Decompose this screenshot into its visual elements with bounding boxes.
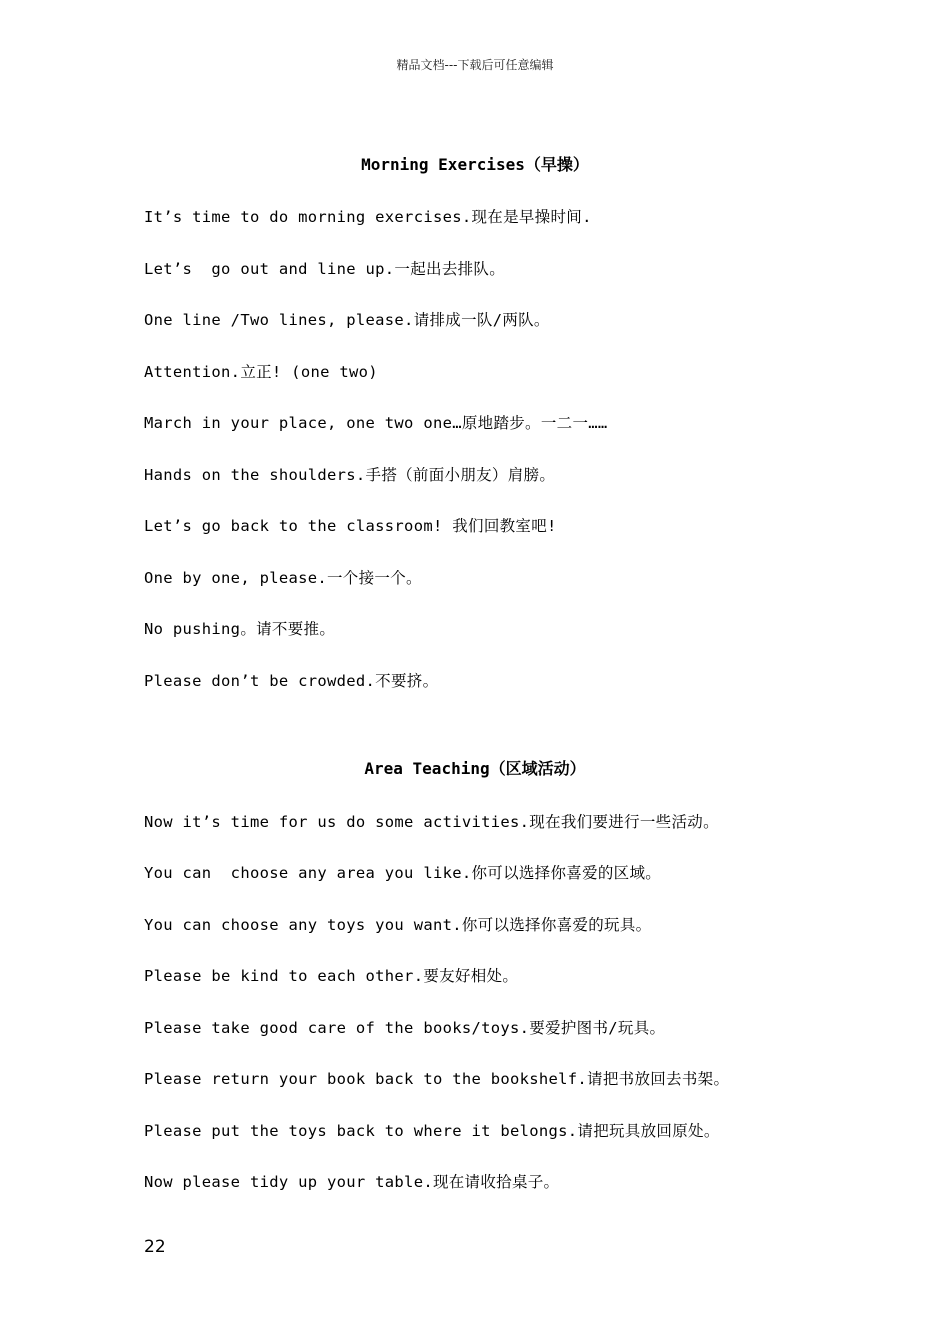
text-line: Now it’s time for us do some activities.现在我们要进行一些活动。: [144, 813, 719, 831]
text-line: Please be kind to each other.要友好相处。: [144, 967, 519, 985]
text-line: Let’s go back to the classroom! 我们回教室吧!: [144, 517, 557, 535]
text-line: March in your place, one two one…原地踏步。一二一……: [144, 414, 608, 432]
text-line: Attention.立正! (one two): [144, 363, 378, 381]
text-line: No pushing。请不要推。: [144, 620, 336, 638]
text-line: Hands on the shoulders.手搭（前面小朋友）肩膀。: [144, 466, 556, 484]
text-line: It’s time to do morning exercises.现在是早操时间.: [144, 208, 592, 226]
section-title-morning-exercises: Morning Exercises（早操）: [361, 155, 589, 174]
text-line: One by one, please.一个接一个。: [144, 569, 422, 587]
text-line: Please take good care of the books/toys.要爱护图书/玩具。: [144, 1019, 666, 1037]
text-line: You can choose any area you like.你可以选择你喜爱的区域。: [144, 864, 662, 882]
page-number: 22: [144, 1237, 166, 1257]
text-line: Let’s go out and line up.一起出去排队。: [144, 260, 506, 278]
text-line: Now please tidy up your table.现在请收拾桌子。: [144, 1173, 560, 1191]
header-note: 精品文档---下载后可任意编辑: [396, 58, 554, 72]
text-line: Please put the toys back to where it belongs.请把玩具放回原处。: [144, 1122, 720, 1140]
text-line: Please don’t be crowded.不要挤。: [144, 672, 439, 690]
text-line: Please return your book back to the bookshelf.请把书放回去书架。: [144, 1070, 730, 1088]
section-title-area-teaching: Area Teaching（区域活动）: [364, 759, 586, 778]
text-line: You can choose any toys you want.你可以选择你喜爱的玩具。: [144, 916, 652, 934]
text-line: One line /Two lines, please.请排成一队/两队。: [144, 311, 550, 329]
